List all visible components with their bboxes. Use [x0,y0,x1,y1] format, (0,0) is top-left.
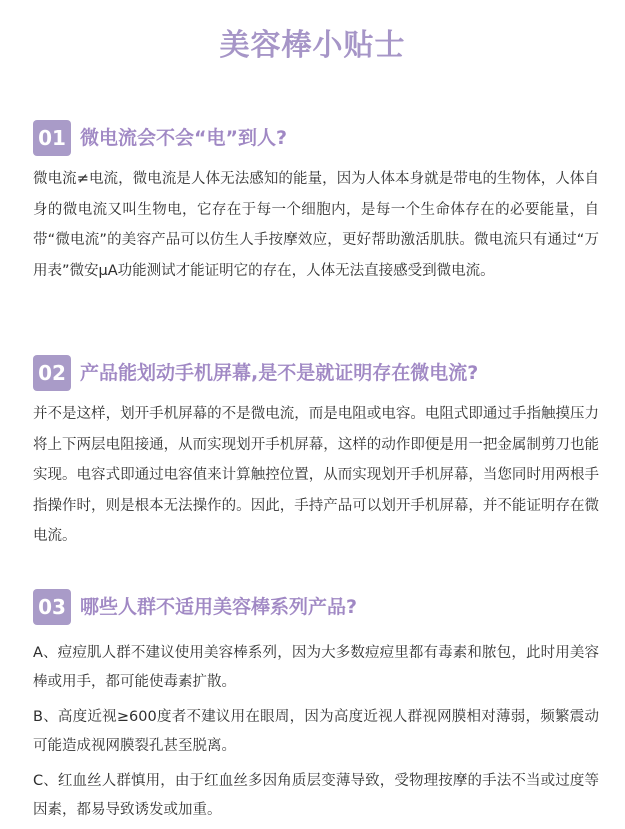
question-header [0,120,625,156]
tip-section-1 [0,120,625,279]
question-number-badge: 03 [33,589,71,625]
tip-section-3 [0,589,625,818]
answer-paragraph: 并不是这样，划开手机屏幕的不是微电流，而是电阻或电容。电阻式即通过手指触摸压力将上下两层电阻接通，从而实现划开手机屏幕，这样的动作即便是用一把金属制剪刀也能实现。电容式即通过电容值来计算触控位置，从而实现划开手机屏幕，当您同时用两根手指操作时，则是根本无法操作的。因此，手持产品可以划开手机屏幕，并不能证明存在微电流。 [33,406,599,544]
question-number-badge: 01 [33,120,71,156]
question-number-badge: 02 [33,355,71,391]
question-title: 微电流会不会“电”到人? [80,127,287,149]
tip-section-2 [0,355,625,544]
answer-paragraph: 微电流≠电流，微电流是人体无法感知的能量，因为人体本身就是带电的生物体，人体自身的微电流又叫生物电，它存在于每一个细胞内，是每一个生命体存在的必要能量，自带“微电流”的美容产品可以仿生人手按摩效应，更好帮助激活肌肤。微电流只有通过“万用表”微安μA功能测试才能证明它的存在，人体无法直接感受到微电流。 [33,171,599,279]
page-title: 美容棒小贴士 [219,28,406,63]
question-header [0,589,625,625]
question-header [0,355,625,391]
answer-item-a: A、痘痘肌人群不建议使用美容棒系列，因为大多数痘痘里都有毒素和脓包，此时用美容棒或用手，都可能使毒素扩散。 [33,645,599,690]
question-title: 产品能划动手机屏幕,是不是就证明存在微电流? [80,362,479,384]
answer-item-c: C、红血丝人群慎用，由于红血丝多因角质层变薄导致，受物理按摩的手法不当或过度等因素，都易导致诱发或加重。 [33,773,599,818]
question-title: 哪些人群不适用美容棒系列产品? [80,596,358,618]
answer-item-b: B、高度近视≥600度者不建议用在眼周，因为高度近视人群视网膜相对薄弱，频繁震动可能造成视网膜裂孔甚至脱离。 [33,709,599,754]
